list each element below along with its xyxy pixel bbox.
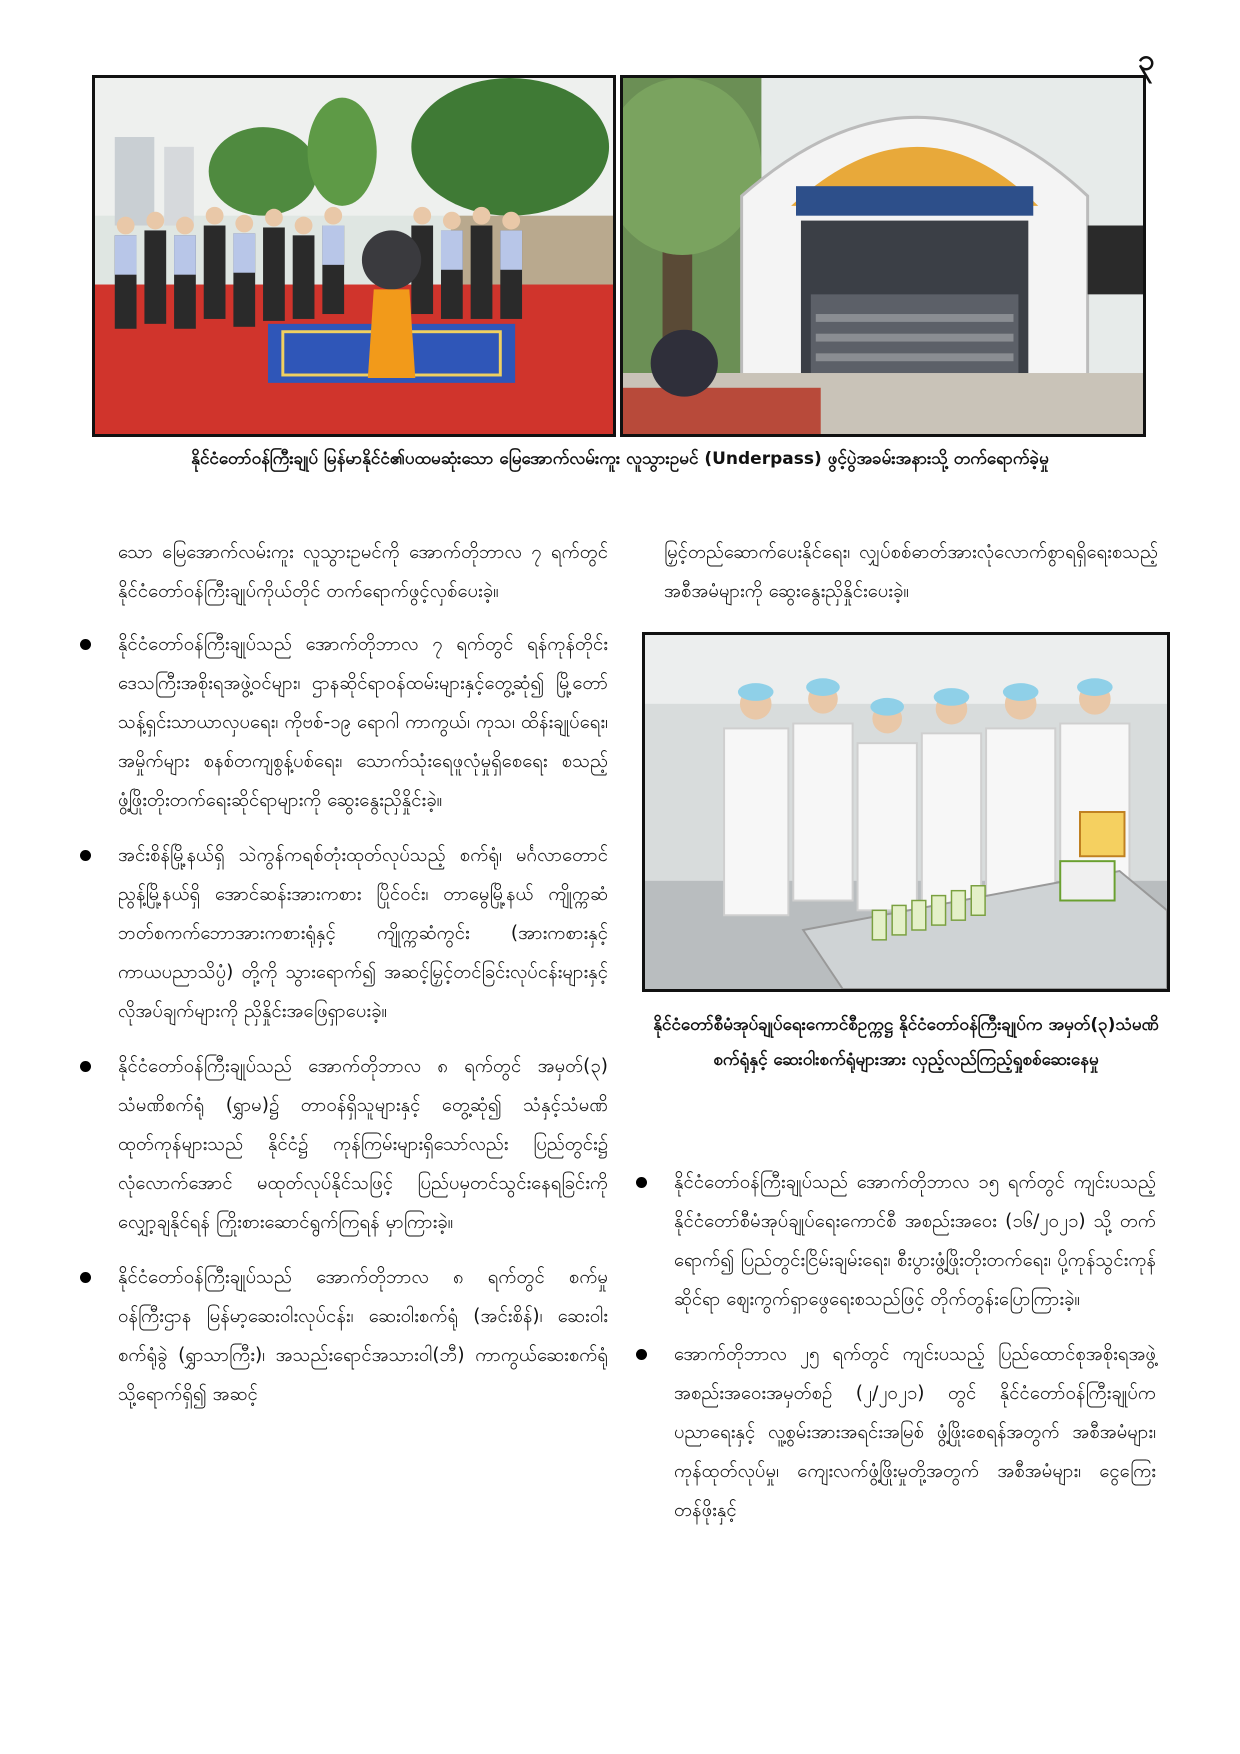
- bullet-icon: [636, 1177, 647, 1188]
- photo-ceremony: [92, 75, 616, 437]
- list-item: အင်းစိန်မြို့နယ်ရှိ သဲကွန်ကရစ်တုံးထုတ်လုပ်သည့် စက်ရုံ၊ မင်္ဂလာတောင်ညွန့်မြို့နယ်ရှိ အောင်ဆန်းအားကစား ပြိုင်ဝင်း၊ တာမွေမြို့နယ် ကျိုက္ကဆံဘတ်စကက်ဘောအားကစားရုံနှင့် ကျိုက္ကဆံကွင်း (အားကစားနှင့် ကာယပညာသိပ္ပံ) တို့ကို သွားရောက်၍ အဆင့်မြှင့်တင်ခြင်းလုပ်ငန်းများနှင့် လိုအပ်ချက်များကို ညှိနှိုင်းအဖြေရှာပေးခဲ့။: [80, 836, 608, 1031]
- caption-factory-photo: နိုင်ငံတော်စီမံအုပ်ချုပ်ရေးကောင်စီဥက္ကဋ္ဌ နိုင်ငံတော်ဝန်ကြီးချုပ်က အမှတ်(၃)သံမဏိစက်ရုံနှင့် ဆေးဝါးစက်ရုံများအား လှည့်လည်ကြည့်ရှုစစ်ဆေးနေမှု: [653, 1015, 1159, 1070]
- list-item: နိုင်ငံတော်ဝန်ကြီးချုပ်သည် အောက်တိုဘာလ ၁၅ ရက်တွင် ကျင်းပသည့် နိုင်ငံတော်စီမံအုပ်ချုပ်ရေးကောင်စီ အစည်းအဝေး (၁၆/၂၀၂၁) သို့ တက်ရောက်၍ ပြည်တွင်းငြိမ်းချမ်းရေး၊ စီးပွားဖွံ့ဖြိုးတိုးတက်ရေး၊ ပို့ကုန်သွင်းကုန်ဆိုင်ရာ ဈေးကွက်ရှာဖွေရေးစသည်ဖြင့် တိုက်တွန်းပြောကြားခဲ့။: [636, 1163, 1156, 1319]
- factory-illustration: [645, 635, 1167, 989]
- intro-paragraph: သော မြေအောက်လမ်းကူး လူသွားဥမင်ကို အောက်တိုဘာလ ၇ ရက်တွင် နိုင်ငံတော်ဝန်ကြီးချုပ်ကိုယ်တိုင် တက်ရောက်ဖွင့်လှစ်ပေးခဲ့။: [118, 542, 608, 602]
- photo-underpass: [620, 75, 1146, 437]
- list-item: နိုင်ငံတော်ဝန်ကြီးချုပ်သည် အောက်တိုဘာလ ၇ ရက်တွင် ရန်ကုန်တိုင်းဒေသကြီးအစိုးရအဖွဲ့ဝင်များ၊ ဌာနဆိုင်ရာဝန်ထမ်းများနှင့်တွေ့ဆုံ၍ မြို့တော်သန့်ရှင်းသာယာလှပရေး၊ ကိုဗစ်-၁၉ ရောဂါ ကာကွယ်၊ ကုသ၊ ထိန်းချုပ်ရေး၊ အမှိုက်များ စနစ်တကျစွန့်ပစ်ရေး၊ သောက်သုံးရေဖူလုံမှုရှိစေရေး စသည့် ဖွံ့ဖြိုးတိုးတက်ရေးဆိုင်ရာများကို ဆွေးနွေးညှိနှိုင်းခဲ့။: [80, 625, 608, 820]
- bullet-icon: [636, 1349, 647, 1360]
- bullet-icon: [80, 850, 91, 861]
- list-item: နိုင်ငံတော်ဝန်ကြီးချုပ်သည် အောက်တိုဘာလ ၈ ရက်တွင် စက်မှုဝန်ကြီးဌာန မြန်မာ့ဆေးဝါးလုပ်ငန်း၊ ဆေးဝါးစက်ရုံ (အင်းစိန်)၊ ဆေးဝါးစက်ရုံခွဲ (ရွှာသာကြီး)၊ အသည်းရောင်အသားဝါ(ဘီ) ကာကွယ်ဆေးစက်ရုံသို့ရောက်ရှိ၍ အဆင့်: [80, 1258, 608, 1414]
- underpass-illustration: [623, 78, 1143, 434]
- right-column-bottom: [636, 1163, 1156, 1546]
- list-item: နိုင်ငံတော်ဝန်ကြီးချုပ်သည် အောက်တိုဘာလ ၈ ရက်တွင် အမှတ်(၃) သံမဏိစက်ရုံ (ရွှာမ)၌ တာဝန်ရှိသူများနှင့် တွေ့ဆုံ၍ သံနှင့်သံမဏိထုတ်ကုန်များသည် နိုင်ငံ၌ ကုန်ကြမ်းများရှိသော်လည်း ပြည်တွင်း၌ လုံလောက်အောင် မထုတ်လုပ်နိုင်သဖြင့် ပြည်ပမှတင်သွင်းနေရခြင်းကို လျှော့ချနိုင်ရန် ကြိုးစားဆောင်ရွက်ကြရန် မှာကြားခဲ့။: [80, 1047, 608, 1242]
- right-column-top: [664, 533, 1158, 611]
- list-item: အောက်တိုဘာလ ၂၅ ရက်တွင် ကျင်းပသည့် ပြည်ထောင်စုအစိုးရအဖွဲ့ အစည်းအဝေးအမှတ်စဉ် (၂/၂၀၂၁) တွင် နိုင်ငံတော်ဝန်ကြီးချုပ်က ပညာရေးနှင့် လူ့စွမ်းအားအရင်းအမြစ် ဖွံ့ဖြိုးစေရန်အတွက် အစီအမံများ၊ ကုန်ထုတ်လုပ်မှု၊ ကျေးလက်ဖွံ့ဖြိုးမှုတို့အတွက် အစီအမံများ၊ ငွေကြေးတန်ဖိုးနှင့်: [636, 1335, 1156, 1530]
- page-number: ၃: [1138, 43, 1155, 78]
- left-column: [80, 533, 608, 1430]
- bullet-icon: [80, 639, 91, 650]
- bullet-icon: [80, 1272, 91, 1283]
- ceremony-illustration: [95, 78, 613, 434]
- bullet-icon: [80, 1061, 91, 1072]
- continued-paragraph: မြှင့်တည်ဆောက်ပေးနိုင်ရေး၊ လျှပ်စစ်ဓာတ်အားလုံလောက်စွာရရှိရေးစသည့်အစီအမံများကို ဆွေးနွေးညှိနှိုင်းပေးခဲ့။: [664, 542, 1158, 602]
- photo-factory: [642, 632, 1170, 992]
- caption-underpass-photos: နိုင်ငံတော်ဝန်ကြီးချုပ် မြန်မာနိုင်ငံ၏ပထမဆုံးသော မြေအောက်လမ်းကူး လူသွားဥမင် (Underpass) ဖွင့်ပွဲအခမ်းအနားသို့ တက်ရောက်ခဲ့မှု: [191, 449, 1049, 469]
